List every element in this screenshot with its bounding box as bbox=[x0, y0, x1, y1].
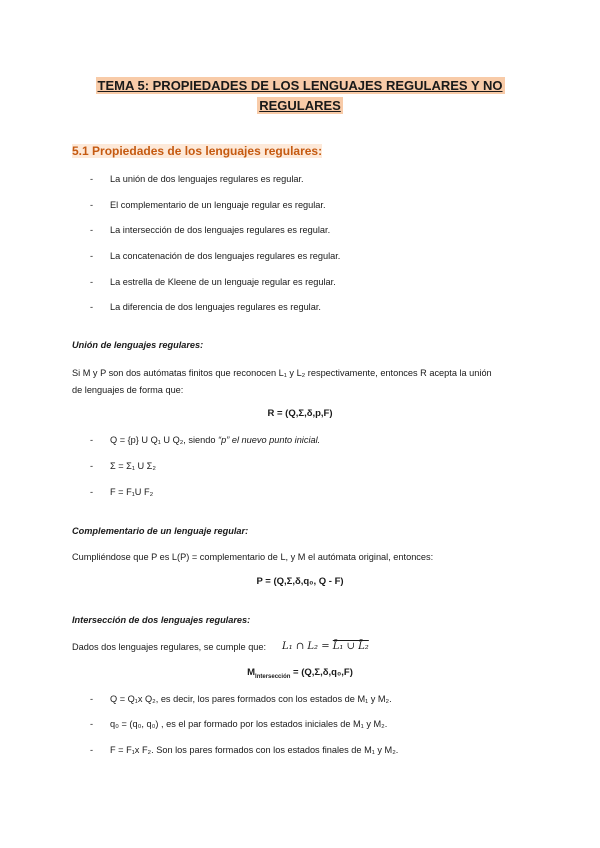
union-paragraph-line-2: de lenguajes de forma que: bbox=[72, 385, 184, 395]
list-item: - El complementario de un lenguaje regular es regular. bbox=[90, 200, 326, 210]
list-item: - Q = Q₁x Q₂, es decir, los pares formados con los estados de M₁ y M₂. bbox=[90, 694, 392, 704]
list-item: - La intersección de dos lenguajes regulares es regular. bbox=[90, 225, 331, 235]
title-line-2: REGULARES bbox=[259, 98, 341, 113]
list-item: - F = F₁x F₂. Son los pares formados con los estados finales de M₁ y M₂. bbox=[90, 745, 399, 755]
list-item: - La diferencia de dos lenguajes regulares es regular. bbox=[90, 302, 321, 312]
list-item: - F = F₁U F₂ bbox=[90, 487, 154, 497]
list-item: - Q = {p} U Q₁ U Q₂, siendo “p” el nuevo punto inicial. bbox=[90, 435, 321, 445]
intersection-heading: Intersección de dos lenguajes regulares: bbox=[72, 615, 251, 625]
complement-formula: P = (Q,Σ,δ,q₀, Q - F) bbox=[256, 576, 344, 587]
complement-paragraph: Cumpliéndose que P es L(P) = complementario de L, y M el autómata original, entonces: bbox=[72, 552, 434, 562]
union-formula: R = (Q,Σ,δ,p,F) bbox=[267, 408, 333, 419]
list-item: - q₀ = (q₀, q₀) , es el par formado por los estados iniciales de M₁ y M₂. bbox=[90, 719, 388, 729]
list-item: - Σ = Σ₁ U Σ₂ bbox=[90, 461, 156, 471]
union-paragraph-line-1: Si M y P son dos autómatas finitos que reconocen L₁ y L₂ respectivamente, entonces R acepta la unión bbox=[72, 368, 492, 378]
complement-heading: Complementario de un lenguaje regular: bbox=[72, 526, 249, 536]
list-item: - La unión de dos lenguajes regulares es regular. bbox=[90, 174, 304, 184]
list-item: - La estrella de Kleene de un lenguaje regular es regular. bbox=[90, 277, 336, 287]
intersection-formula: L₁ ∩ L₂ = L̄₁ ∪ L̄₂ bbox=[282, 641, 369, 652]
union-heading: Unión de lenguajes regulares: bbox=[72, 340, 204, 350]
section-heading-5-1: 5.1 Propiedades de los lenguajes regulares: bbox=[72, 144, 323, 158]
title-line-1: TEMA 5: PROPIEDADES DE LOS LENGUAJES REGULARES Y NO bbox=[97, 78, 503, 93]
list-item: - La concatenación de dos lenguajes regulares es regular. bbox=[90, 251, 341, 261]
intersection-paragraph: Dados dos lenguajes regulares, se cumple que: bbox=[72, 642, 267, 652]
intersection-automaton: $M_{Intersección} = (Q,\Sigma,\delta,q_0,F)$ bbox=[247, 667, 353, 680]
page-title bbox=[80, 76, 520, 116]
